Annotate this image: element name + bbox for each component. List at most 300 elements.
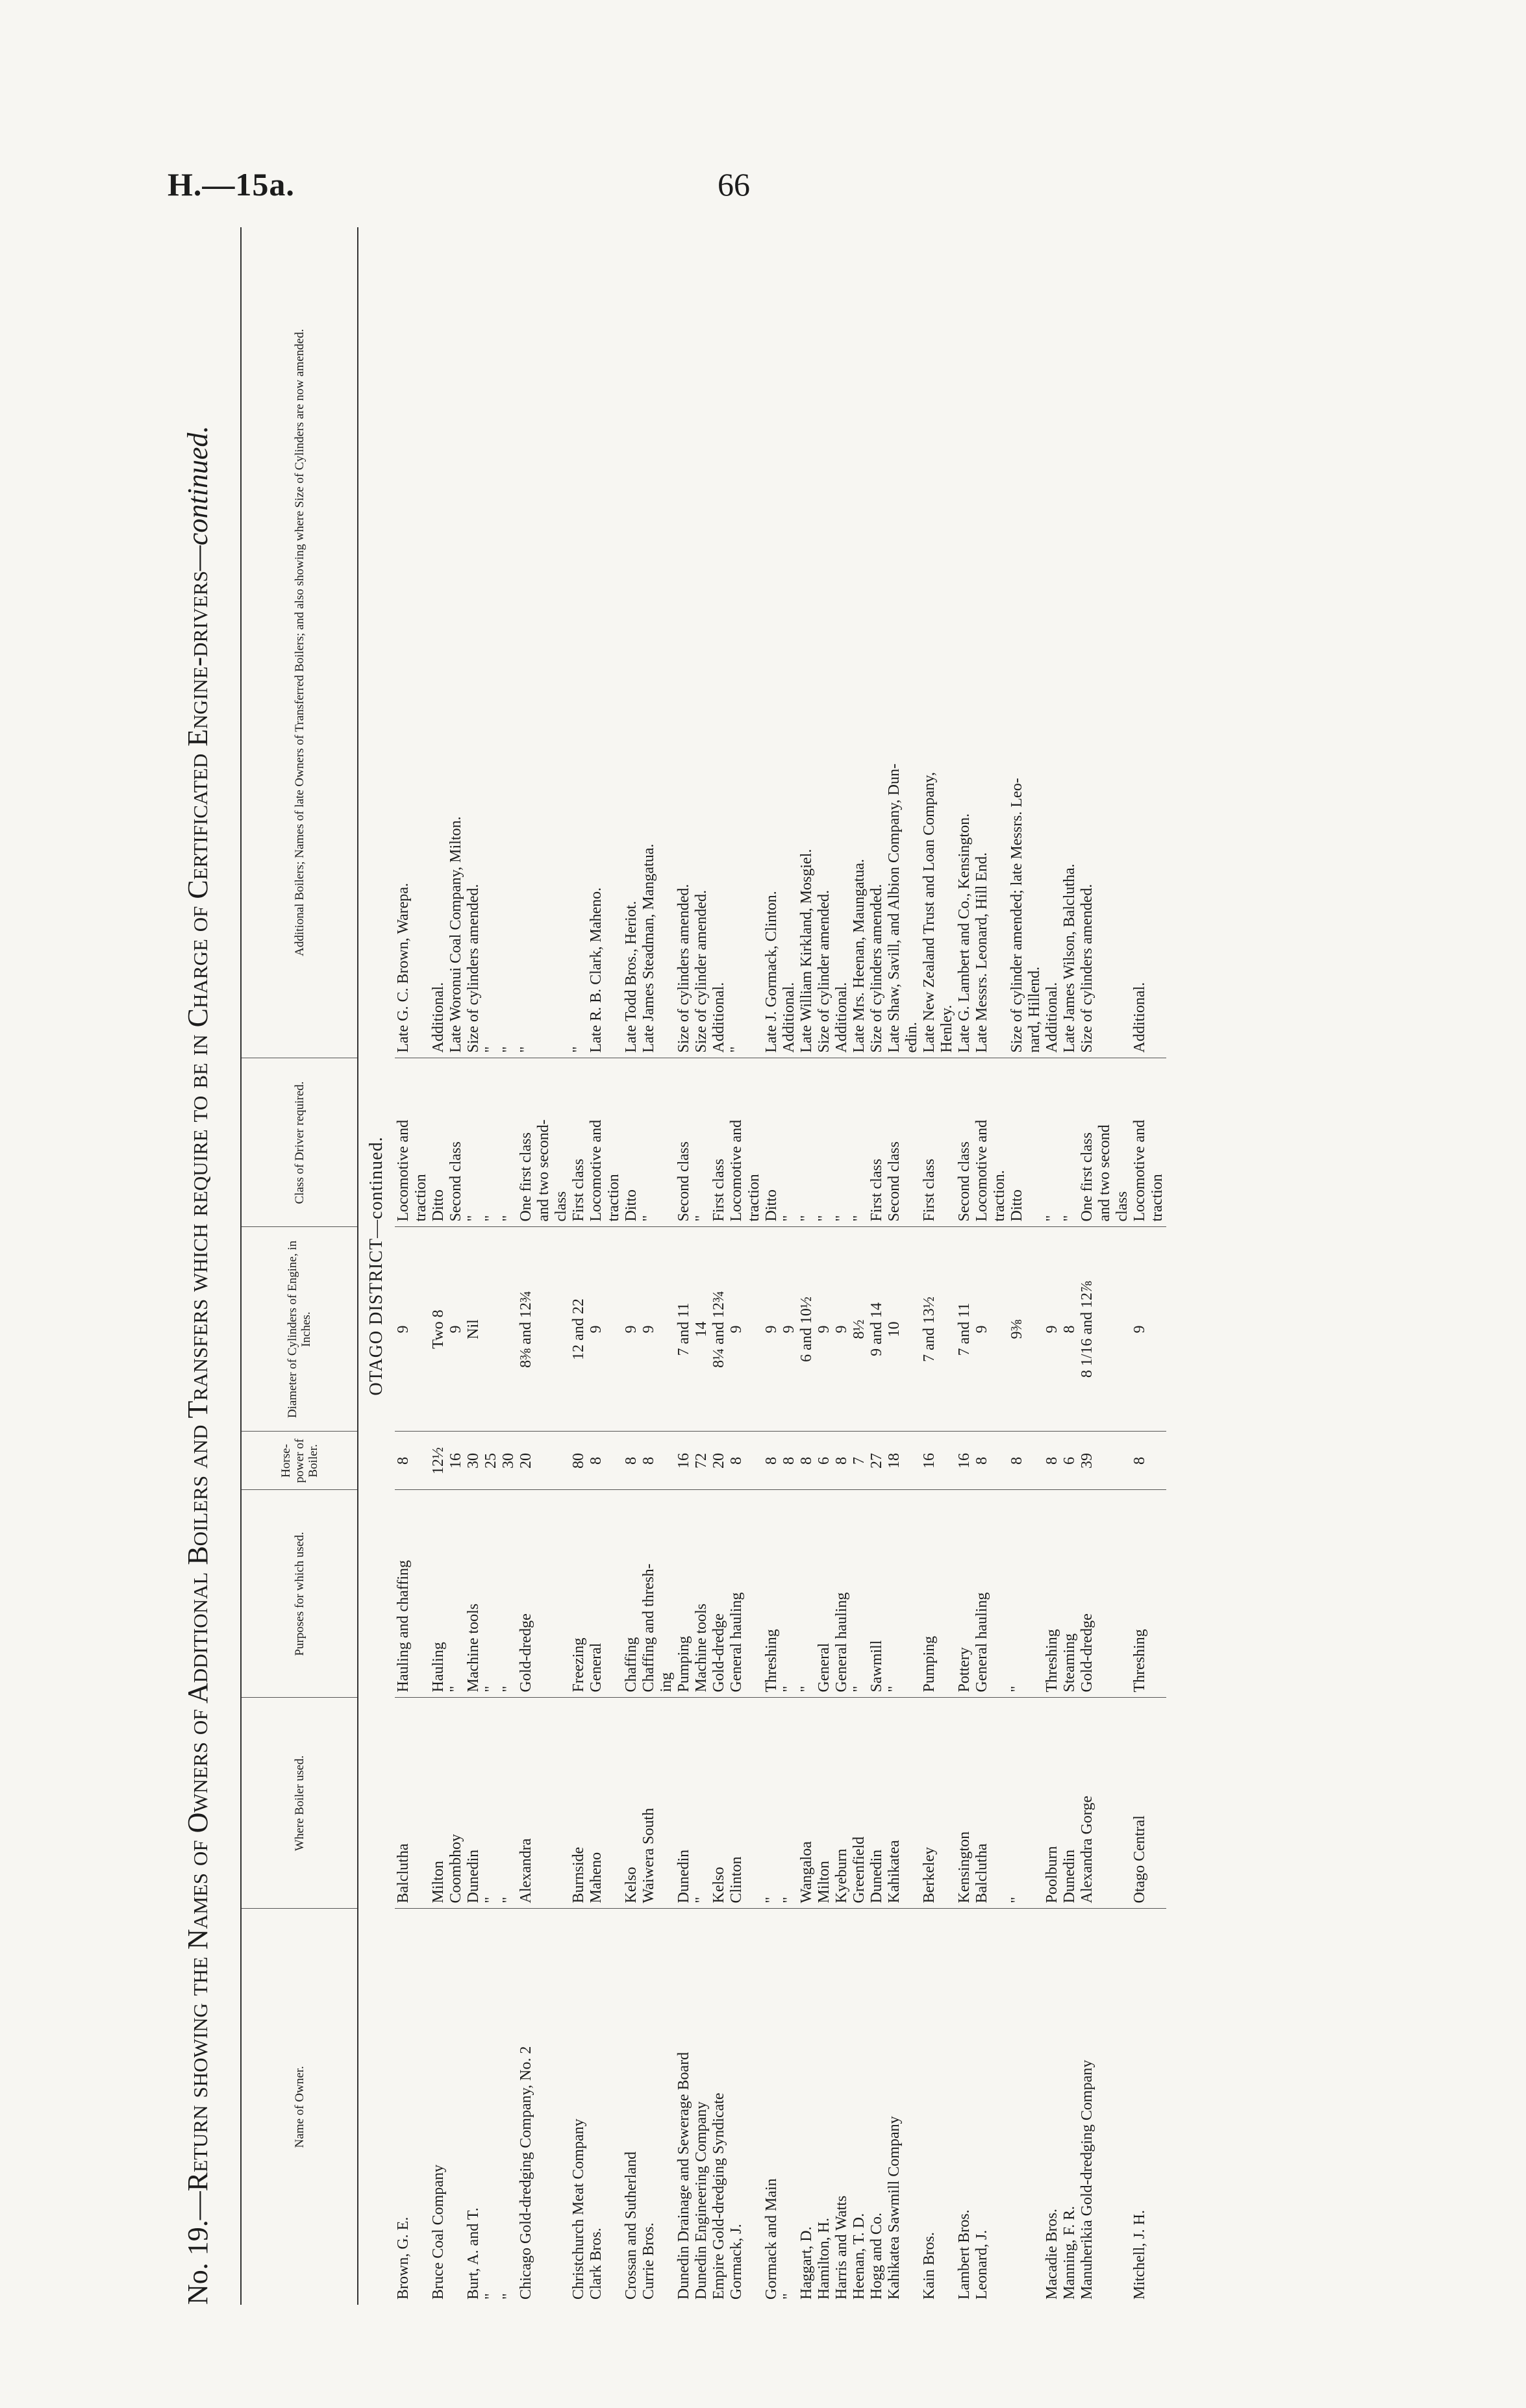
diameter-cell: 9: [728, 1227, 745, 1432]
horse-power-cell: 6: [1061, 1432, 1079, 1490]
diameter-cell: [535, 1227, 553, 1432]
table-row: [851, 227, 868, 2305]
driver-class-cell: ": [500, 1058, 518, 1227]
remarks-cell: [658, 227, 675, 1058]
remarks-cell: Size of cylinders amended.: [465, 227, 482, 1058]
table-row: [921, 227, 938, 2305]
driver-class-cell: ": [482, 1058, 500, 1227]
table-row: [500, 227, 518, 2305]
horse-power-cell: 27: [868, 1432, 886, 1490]
table-row: [640, 227, 658, 2305]
driver-class-cell: traction.: [991, 1058, 1008, 1227]
owner-cell: Gormack and Main: [763, 2178, 780, 2300]
purpose-cell: [553, 1490, 570, 1698]
driver-class-cell: Locomotive and: [395, 1058, 412, 1227]
remarks-cell: Late New Zealand Trust and Loan Company,: [921, 227, 938, 1058]
table-row: [518, 227, 535, 2305]
remarks-cell: [991, 227, 1008, 1058]
diameter-cell: Two 8: [430, 1227, 447, 1432]
horse-power-cell: 8: [763, 1432, 781, 1490]
owner-cell: Mitchell, J. H.: [1131, 2210, 1148, 2300]
horse-power-cell: 20: [710, 1432, 728, 1490]
purpose-cell: [903, 1490, 921, 1698]
owner-cell: [535, 1909, 553, 2305]
purpose-cell: ": [1008, 1490, 1026, 1698]
driver-class-cell: One first class: [1079, 1058, 1096, 1227]
where-cell: [1026, 1698, 1044, 1909]
horse-power-cell: [1114, 1432, 1131, 1490]
diameter-cell: 9⅜: [1008, 1227, 1026, 1432]
horse-power-cell: 8: [798, 1432, 816, 1490]
owner-cell: Chicago Gold-dredging Company, No. 2: [518, 2046, 534, 2300]
diameter-cell: 9 and 14: [868, 1227, 886, 1432]
diameter-cell: [1026, 1227, 1044, 1432]
remarks-cell: Size of cylinder amended.: [816, 227, 833, 1058]
owner-cell: [553, 1909, 570, 2305]
owner-cell: Christchurch Meat Company: [570, 2118, 587, 2300]
diameter-cell: [412, 1227, 430, 1432]
purpose-cell: [1149, 1490, 1166, 1698]
horse-power-cell: 8: [623, 1432, 640, 1490]
diameter-cell: 14: [693, 1227, 710, 1432]
diameter-cell: 10: [886, 1227, 903, 1432]
diameter-cell: 12 and 22: [570, 1227, 588, 1432]
column-header-owner: Name of Owner.: [241, 1909, 358, 2305]
remarks-cell: [535, 227, 553, 1058]
remarks-cell: [605, 227, 623, 1058]
diameter-cell: 9: [833, 1227, 851, 1432]
purpose-cell: [1026, 1490, 1044, 1698]
title-main: Return showing the Names of Owners of Additional Boilers and Transfers which require to be in Charge of Certificated Engine-drivers: [182, 571, 214, 2192]
rotated-page-content: [169, 227, 1396, 2305]
owner-cell: [745, 1909, 763, 2305]
where-cell: Maheno: [588, 1698, 605, 1909]
remarks-cell: Late R. B. Clark, Maheno.: [588, 227, 605, 1058]
driver-class-cell: Locomotive and: [728, 1058, 745, 1227]
driver-class-cell: ": [1044, 1058, 1061, 1227]
driver-class-cell: First class: [921, 1058, 938, 1227]
purpose-cell: Pottery: [956, 1490, 973, 1698]
owner-cell: ": [482, 2293, 499, 2300]
owner-cell: [658, 1909, 675, 2305]
where-cell: Kahikatea: [886, 1698, 903, 1909]
driver-class-cell: [938, 1058, 956, 1227]
diameter-cell: 9: [763, 1227, 781, 1432]
horse-power-cell: 12½: [430, 1432, 447, 1490]
where-cell: Kyeburn: [833, 1698, 851, 1909]
driver-class-cell: ": [1061, 1058, 1079, 1227]
owner-cell: Currie Bros.: [640, 2222, 657, 2300]
where-cell: Clinton: [728, 1698, 745, 1909]
driver-class-cell: ": [816, 1058, 833, 1227]
table-row: [570, 227, 588, 2305]
driver-class-cell: Ditto: [763, 1058, 781, 1227]
horse-power-cell: 8: [640, 1432, 658, 1490]
remarks-cell: [1096, 227, 1114, 1058]
driver-class-cell: First class: [868, 1058, 886, 1227]
diameter-cell: 8⅜ and 12¾: [518, 1227, 535, 1432]
remarks-cell: edin.: [903, 227, 921, 1058]
header-row: [241, 227, 358, 2305]
purpose-cell: Gold-dredge: [1079, 1490, 1096, 1698]
table-row: [745, 227, 763, 2305]
purpose-cell: [605, 1490, 623, 1698]
where-cell: ": [482, 1698, 500, 1909]
purpose-cell: General hauling: [833, 1490, 851, 1698]
purpose-cell: Hauling and chaffing: [395, 1490, 412, 1698]
page-number: 66: [718, 166, 750, 203]
horse-power-cell: 8: [1044, 1432, 1061, 1490]
table-row: [675, 227, 693, 2305]
where-cell: ": [693, 1698, 710, 1909]
diameter-cell: 9: [1044, 1227, 1061, 1432]
driver-class-cell: Second class: [675, 1058, 693, 1227]
driver-class-cell: Locomotive and: [973, 1058, 991, 1227]
owner-cell: ": [781, 2293, 797, 2300]
remarks-cell: [553, 227, 570, 1058]
horse-power-cell: 39: [1079, 1432, 1096, 1490]
table-row: [605, 227, 623, 2305]
table-row: [798, 227, 816, 2305]
driver-class-cell: [903, 1058, 921, 1227]
remarks-cell: Additional.: [430, 227, 447, 1058]
owner-cell: Hamilton, H.: [816, 2218, 832, 2300]
owner-cell: Bruce Coal Company: [430, 2165, 447, 2300]
purpose-cell: ": [798, 1490, 816, 1698]
table-row: [781, 227, 798, 2305]
purpose-cell: Threshing: [1044, 1490, 1061, 1698]
horse-power-cell: 20: [518, 1432, 535, 1490]
where-cell: [1096, 1698, 1114, 1909]
horse-power-cell: 18: [886, 1432, 903, 1490]
owner-cell: Clark Bros.: [588, 2228, 605, 2300]
table-row: [1008, 227, 1026, 2305]
column-header-where: Where Boiler used.: [241, 1698, 358, 1909]
diameter-cell: 9: [640, 1227, 658, 1432]
table-row: [886, 227, 903, 2305]
purpose-cell: Pumping: [675, 1490, 693, 1698]
purpose-cell: Gold-dredge: [710, 1490, 728, 1698]
remarks-cell: Late J. Gormack, Clinton.: [763, 227, 781, 1058]
driver-class-cell: Ditto: [623, 1058, 640, 1227]
horse-power-cell: 7: [851, 1432, 868, 1490]
where-cell: [903, 1698, 921, 1909]
diameter-cell: [745, 1227, 763, 1432]
where-cell: Burnside: [570, 1698, 588, 1909]
purpose-cell: General: [588, 1490, 605, 1698]
where-cell: Waiwera South: [640, 1698, 658, 1909]
remarks-cell: Size of cylinder amended; late Messrs. Leo-: [1008, 227, 1026, 1058]
purpose-cell: ": [851, 1490, 868, 1698]
district-heading-row: [358, 227, 395, 2305]
diameter-cell: [903, 1227, 921, 1432]
table-row: [623, 227, 640, 2305]
remarks-cell: Late James Steadman, Mangatua.: [640, 227, 658, 1058]
table-row: [763, 227, 781, 2305]
owner-cell: Crossan and Sutherland: [623, 2152, 640, 2300]
remarks-cell: [1149, 227, 1166, 1058]
diameter-cell: 8 1/16 and 12⅞: [1079, 1227, 1096, 1432]
remarks-cell: Additional.: [710, 227, 728, 1058]
horse-power-cell: 8: [728, 1432, 745, 1490]
title-suffix: —continued.: [182, 425, 214, 571]
where-cell: Alexandra: [518, 1698, 535, 1909]
table-row: [465, 227, 482, 2305]
owner-cell: Macadie Bros.: [1044, 2209, 1060, 2300]
where-cell: [605, 1698, 623, 1909]
purpose-cell: Chaffing and thresh-: [640, 1490, 658, 1698]
purpose-cell: ing: [658, 1490, 675, 1698]
where-cell: Milton: [430, 1698, 447, 1909]
diameter-cell: 8½: [851, 1227, 868, 1432]
purpose-cell: ": [447, 1490, 465, 1698]
purpose-cell: [991, 1490, 1008, 1698]
horse-power-cell: 8: [1008, 1432, 1026, 1490]
driver-class-cell: traction: [1149, 1058, 1166, 1227]
remarks-cell: ": [570, 227, 588, 1058]
driver-class-cell: Locomotive and: [1131, 1058, 1149, 1227]
driver-class-cell: ": [781, 1058, 798, 1227]
purpose-cell: [412, 1490, 430, 1698]
diameter-cell: 8: [1061, 1227, 1079, 1432]
remarks-cell: Late Mrs. Heenan, Maungatua.: [851, 227, 868, 1058]
owner-cell: Harris and Watts: [833, 2195, 850, 2300]
table-row: [1131, 227, 1149, 2305]
where-cell: ": [500, 1698, 518, 1909]
district-name: OTAGO DISTRICT: [366, 1237, 386, 1396]
diameter-cell: 7 and 13½: [921, 1227, 938, 1432]
horse-power-cell: 8: [973, 1432, 991, 1490]
where-cell: Otago Central: [1131, 1698, 1149, 1909]
diameter-cell: [482, 1227, 500, 1432]
owner-cell: [412, 1909, 430, 2305]
horse-power-cell: 16: [675, 1432, 693, 1490]
where-cell: ": [1008, 1698, 1026, 1909]
purpose-cell: [938, 1490, 956, 1698]
where-cell: Dunedin: [675, 1698, 693, 1909]
purpose-cell: [1114, 1490, 1131, 1698]
purpose-cell: Chaffing: [623, 1490, 640, 1698]
owner-cell: Lambert Bros.: [956, 2209, 973, 2300]
remarks-cell: Late G. C. Brown, Warepa.: [395, 227, 412, 1058]
purpose-cell: Gold-dredge: [518, 1490, 535, 1698]
horse-power-cell: [903, 1432, 921, 1490]
table-row: [535, 227, 553, 2305]
horse-power-cell: 16: [921, 1432, 938, 1490]
diameter-cell: Nil: [465, 1227, 482, 1432]
horse-power-cell: [412, 1432, 430, 1490]
owner-cell: [1008, 1909, 1026, 2305]
owner-cell: [1149, 1909, 1166, 2305]
horse-power-cell: [1026, 1432, 1044, 1490]
owner-cell: Hogg and Co.: [868, 2213, 885, 2300]
driver-class-cell: First class: [710, 1058, 728, 1227]
driver-class-cell: Second class: [886, 1058, 903, 1227]
horse-power-cell: 80: [570, 1432, 588, 1490]
horse-power-cell: 25: [482, 1432, 500, 1490]
where-cell: Dunedin: [465, 1698, 482, 1909]
diameter-cell: [500, 1227, 518, 1432]
remarks-cell: Size of cylinders amended.: [1079, 227, 1096, 1058]
diameter-cell: 8¼ and 12¾: [710, 1227, 728, 1432]
purpose-cell: General: [816, 1490, 833, 1698]
purpose-cell: [745, 1490, 763, 1698]
driver-class-cell: ": [833, 1058, 851, 1227]
horse-power-cell: [605, 1432, 623, 1490]
owner-cell: [1026, 1909, 1044, 2305]
driver-class-cell: traction: [745, 1058, 763, 1227]
driver-class-cell: ": [640, 1058, 658, 1227]
where-cell: Greenfield: [851, 1698, 868, 1909]
where-cell: Kelso: [710, 1698, 728, 1909]
table-row: [938, 227, 956, 2305]
purpose-cell: Freezing: [570, 1490, 588, 1698]
where-cell: Dunedin: [868, 1698, 886, 1909]
purpose-cell: ": [482, 1490, 500, 1698]
where-cell: Alexandra Gorge: [1079, 1698, 1096, 1909]
where-cell: [1114, 1698, 1131, 1909]
horse-power-cell: 30: [500, 1432, 518, 1490]
district-suffix: —continued.: [366, 1136, 386, 1238]
table-row: [1061, 227, 1079, 2305]
driver-class-cell: Locomotive and: [588, 1058, 605, 1227]
diameter-cell: [991, 1227, 1008, 1432]
driver-class-cell: traction: [605, 1058, 623, 1227]
title-prefix: No. 19.—: [182, 2191, 214, 2305]
horse-power-cell: 16: [447, 1432, 465, 1490]
where-cell: [1149, 1698, 1166, 1909]
remarks-cell: ": [728, 227, 745, 1058]
table-body: [358, 227, 1166, 2305]
table-row: [833, 227, 851, 2305]
where-cell: [412, 1698, 430, 1909]
driver-class-cell: class: [553, 1058, 570, 1227]
where-cell: [991, 1698, 1008, 1909]
document-code: H.—15a.: [168, 166, 295, 203]
purpose-cell: ": [886, 1490, 903, 1698]
purpose-cell: ": [500, 1490, 518, 1698]
table-row: [395, 227, 412, 2305]
driver-class-cell: Second class: [447, 1058, 465, 1227]
where-cell: Berkeley: [921, 1698, 938, 1909]
table-title: [169, 227, 227, 2305]
driver-class-cell: and two second-: [535, 1058, 553, 1227]
diameter-cell: [1149, 1227, 1166, 1432]
where-cell: Balclutha: [395, 1698, 412, 1909]
remarks-cell: Additional.: [833, 227, 851, 1058]
diameter-cell: [553, 1227, 570, 1432]
diameter-cell: 9: [781, 1227, 798, 1432]
purpose-cell: Hauling: [430, 1490, 447, 1698]
remarks-cell: Size of cylinders amended.: [675, 227, 693, 1058]
purpose-cell: Sawmill: [868, 1490, 886, 1698]
table-row: [412, 227, 430, 2305]
table-row: [991, 227, 1008, 2305]
remarks-cell: Late Shaw, Savill, and Albion Company, Dun-: [886, 227, 903, 1058]
remarks-cell: [745, 227, 763, 1058]
horse-power-cell: [1096, 1432, 1114, 1490]
remarks-cell: [412, 227, 430, 1058]
diameter-cell: [1096, 1227, 1114, 1432]
driver-class-cell: One first class: [518, 1058, 535, 1227]
purpose-cell: Pumping: [921, 1490, 938, 1698]
diameter-cell: 7 and 11: [956, 1227, 973, 1432]
owner-cell: [903, 1909, 921, 2305]
where-cell: [938, 1698, 956, 1909]
horse-power-cell: [938, 1432, 956, 1490]
table-row: [588, 227, 605, 2305]
table-row: [430, 227, 447, 2305]
where-cell: Kelso: [623, 1698, 640, 1909]
table-row: [482, 227, 500, 2305]
remarks-cell: [1114, 227, 1131, 1058]
table-row: [658, 227, 675, 2305]
where-cell: Poolburn: [1044, 1698, 1061, 1909]
diameter-cell: [1114, 1227, 1131, 1432]
column-header-diameter: Diameter of Cylinders of Engine, in Inches.: [241, 1227, 358, 1432]
table-row: [973, 227, 991, 2305]
purpose-cell: Threshing: [1131, 1490, 1149, 1698]
purpose-cell: [535, 1490, 553, 1698]
horse-power-cell: 8: [781, 1432, 798, 1490]
table-row: [816, 227, 833, 2305]
diameter-cell: [605, 1227, 623, 1432]
where-cell: Coombhoy: [447, 1698, 465, 1909]
boilers-return-table: [240, 227, 1166, 2305]
table-row: [868, 227, 886, 2305]
owner-cell: Kahikatea Sawmill Company: [886, 2116, 903, 2300]
district-heading: [358, 227, 395, 2305]
table-row: [1044, 227, 1061, 2305]
diameter-cell: 6 and 10½: [798, 1227, 816, 1432]
table-row: [956, 227, 973, 2305]
remarks-cell: Size of cylinders amended.: [868, 227, 886, 1058]
remarks-cell: Additional.: [1044, 227, 1061, 1058]
remarks-cell: nard, Hillend.: [1026, 227, 1044, 1058]
owner-cell: [991, 1909, 1008, 2305]
diameter-cell: 9: [623, 1227, 640, 1432]
where-cell: Milton: [816, 1698, 833, 1909]
column-header-horse-power: Horse-power of Boiler.: [241, 1432, 358, 1490]
where-cell: ": [763, 1698, 781, 1909]
driver-class-cell: [658, 1058, 675, 1227]
diameter-cell: [938, 1227, 956, 1432]
diameter-cell: [658, 1227, 675, 1432]
where-cell: [745, 1698, 763, 1909]
remarks-cell: Late Messrs. Leonard, Hill End.: [973, 227, 991, 1058]
driver-class-cell: ": [851, 1058, 868, 1227]
remarks-cell: ": [482, 227, 500, 1058]
horse-power-cell: [991, 1432, 1008, 1490]
where-cell: ": [781, 1698, 798, 1909]
driver-class-cell: traction: [412, 1058, 430, 1227]
purpose-cell: Machine tools: [465, 1490, 482, 1698]
where-cell: Dunedin: [1061, 1698, 1079, 1909]
owner-cell: Leonard, J.: [973, 2229, 990, 2300]
table-row: [1149, 227, 1166, 2305]
owner-cell: Dunedin Drainage and Sewerage Board: [675, 2052, 692, 2300]
owner-cell: Brown, G. E.: [395, 2216, 412, 2300]
driver-class-cell: Ditto: [430, 1058, 447, 1227]
table-row: [728, 227, 745, 2305]
owner-cell: [1114, 1909, 1131, 2305]
diameter-cell: 9: [973, 1227, 991, 1432]
remarks-cell: Late William Kirkland, Mosgiel.: [798, 227, 816, 1058]
remarks-cell: ": [518, 227, 535, 1058]
purpose-cell: General hauling: [728, 1490, 745, 1698]
remarks-cell: Late Woronui Coal Company, Milton.: [447, 227, 465, 1058]
remarks-cell: Additional.: [1131, 227, 1149, 1058]
